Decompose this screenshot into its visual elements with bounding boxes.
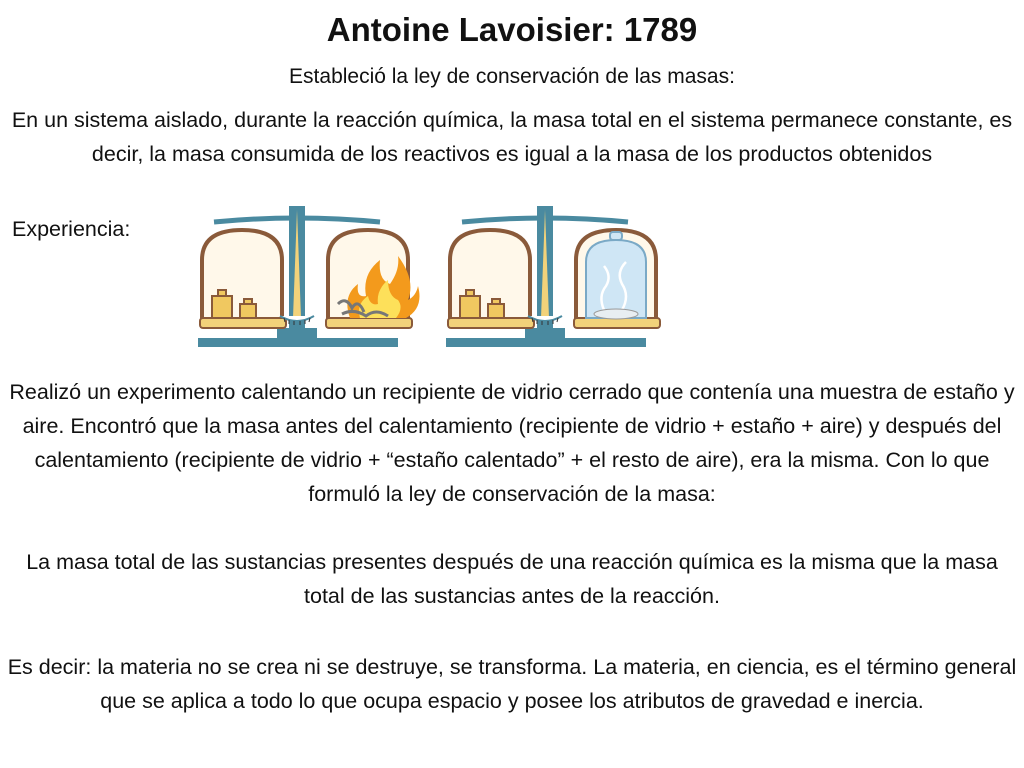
glass-bell-icon bbox=[586, 232, 646, 319]
left-balance bbox=[198, 206, 420, 347]
experiment-description: Realizó un experimento calentando un recipiente de vidrio cerrado que contenía una muestra de estaño y aire. Encontró que la masa antes del calentamiento (recipiente de vidrio + estaño + aire) y después del calentamiento (recipiente de vidrio + “estaño calentado” + el resto de aire), era la misma. Con lo que formuló la ley de conservación de la masa: bbox=[9, 380, 1015, 506]
subtitle: Estableció la ley de conservación de las masas: bbox=[289, 65, 735, 88]
right-balance bbox=[446, 206, 660, 347]
experiment-figure bbox=[192, 200, 662, 356]
law-statement: La masa total de las sustancias presentes después de una reacción química es la misma que la masa total de las sustancias antes de la reacción. bbox=[26, 550, 998, 608]
experience-label: Experiencia: bbox=[12, 217, 131, 241]
balance-scales-illustration bbox=[192, 200, 662, 356]
page-title: Antoine Lavoisier: 1789 bbox=[326, 11, 698, 48]
definition-text: En un sistema aislado, durante la reacción química, la masa total en el sistema permanece constante, es decir, la masa consumida de los reactivos es igual a la masa de los productos obtenidos bbox=[11, 108, 1013, 166]
conclusion-text: Es decir: la materia no se crea ni se destruye, se transforma. La materia, en ciencia, es el término general que se aplica a todo lo que ocupa espacio y posee los atributos de gravedad e inercia. bbox=[7, 655, 1017, 713]
